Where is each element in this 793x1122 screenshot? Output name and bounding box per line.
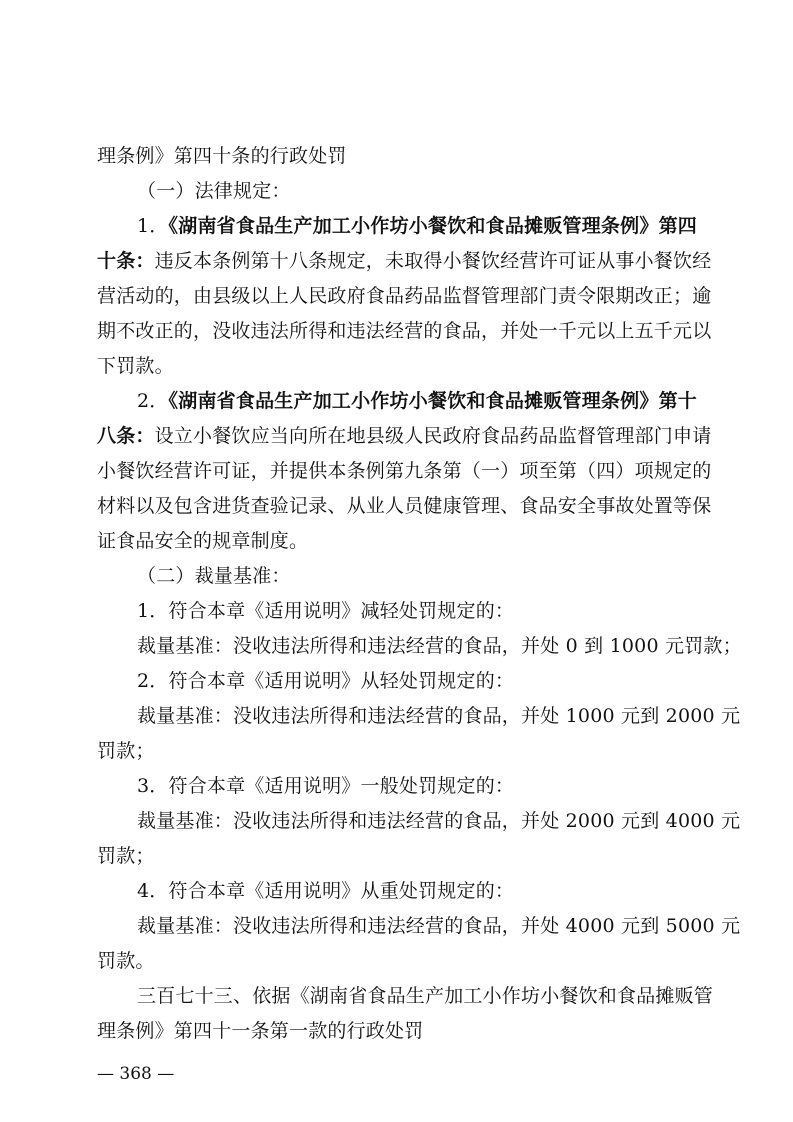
text-line: 材料以及包含进货查验记录、从业人员健康管理、食品安全事故处置等保	[97, 495, 712, 517]
text-line: 1．符合本章《适用说明》减轻处罚规定的：	[137, 600, 515, 622]
text-line: 营活动的，由县级以上人民政府食品药品监督管理部门责令限期改正；逾	[97, 285, 712, 307]
text-line	[137, 388, 697, 414]
regulation-text: 违反本条例第十八条规定，未取得小餐饮经营许可证从事小餐饮经	[154, 250, 712, 272]
text-line: 小餐饮经营许可证，并提供本条例第九条第（一）项至第（四）项规定的	[97, 460, 712, 482]
item-number: 1．	[137, 215, 169, 237]
text-line	[97, 248, 712, 274]
text-line: 期不改正的，没收违法所得和违法经营的食品，并处一千元以上五千元以	[97, 320, 712, 342]
regulation-title: 《湖南省食品生产加工小作坊小餐饮和食品摊贩管理条例》第十	[168, 390, 697, 412]
regulation-text: 设立小餐饮应当向所在地县级人民政府食品药品监督管理部门申请	[154, 425, 712, 447]
text-line: 裁量基准：没收违法所得和违法经营的食品，并处 2000 元到 4000 元	[137, 810, 741, 832]
regulation-article: 八条：	[97, 425, 155, 447]
text-line: 理条例》第四十一条第一款的行政处罚	[97, 1020, 424, 1042]
text-line	[137, 213, 697, 239]
text-line: 罚款；	[97, 740, 155, 762]
text-line: 3．符合本章《适用说明》一般处罚规定的：	[137, 775, 515, 797]
regulation-article: 十条：	[97, 250, 155, 272]
text-line: 2．符合本章《适用说明》从轻处罚规定的：	[137, 670, 515, 692]
text-line: 裁量基准：没收违法所得和违法经营的食品，并处 4000 元到 5000 元	[137, 915, 741, 937]
regulation-title: 《湖南省食品生产加工小作坊小餐饮和食品摊贩管理条例》第四	[168, 215, 697, 237]
text-line: 4．符合本章《适用说明》从重处罚规定的：	[137, 880, 515, 902]
text-line: 裁量基准：没收违法所得和违法经营的食品，并处 0 到 1000 元罚款；	[137, 635, 742, 657]
text-line: 下罚款。	[97, 355, 174, 377]
text-line: 罚款。	[97, 950, 155, 972]
text-line: 裁量基准：没收违法所得和违法经营的食品，并处 1000 元到 2000 元	[137, 705, 741, 727]
page-number: — 368 —	[97, 1064, 175, 1084]
text-line	[97, 423, 712, 449]
item-number: 2．	[137, 390, 169, 412]
section-heading: 三百七十三、依据《湖南省食品生产加工小作坊小餐饮和食品摊贩管	[137, 985, 714, 1007]
section-heading: （二）裁量基准：	[137, 565, 291, 587]
text-line: 证食品安全的规章制度。	[97, 530, 309, 552]
text-line: 理条例》第四十条的行政处罚	[97, 145, 347, 167]
text-line: 罚款；	[97, 845, 155, 867]
section-heading: （一）法律规定：	[137, 180, 291, 202]
